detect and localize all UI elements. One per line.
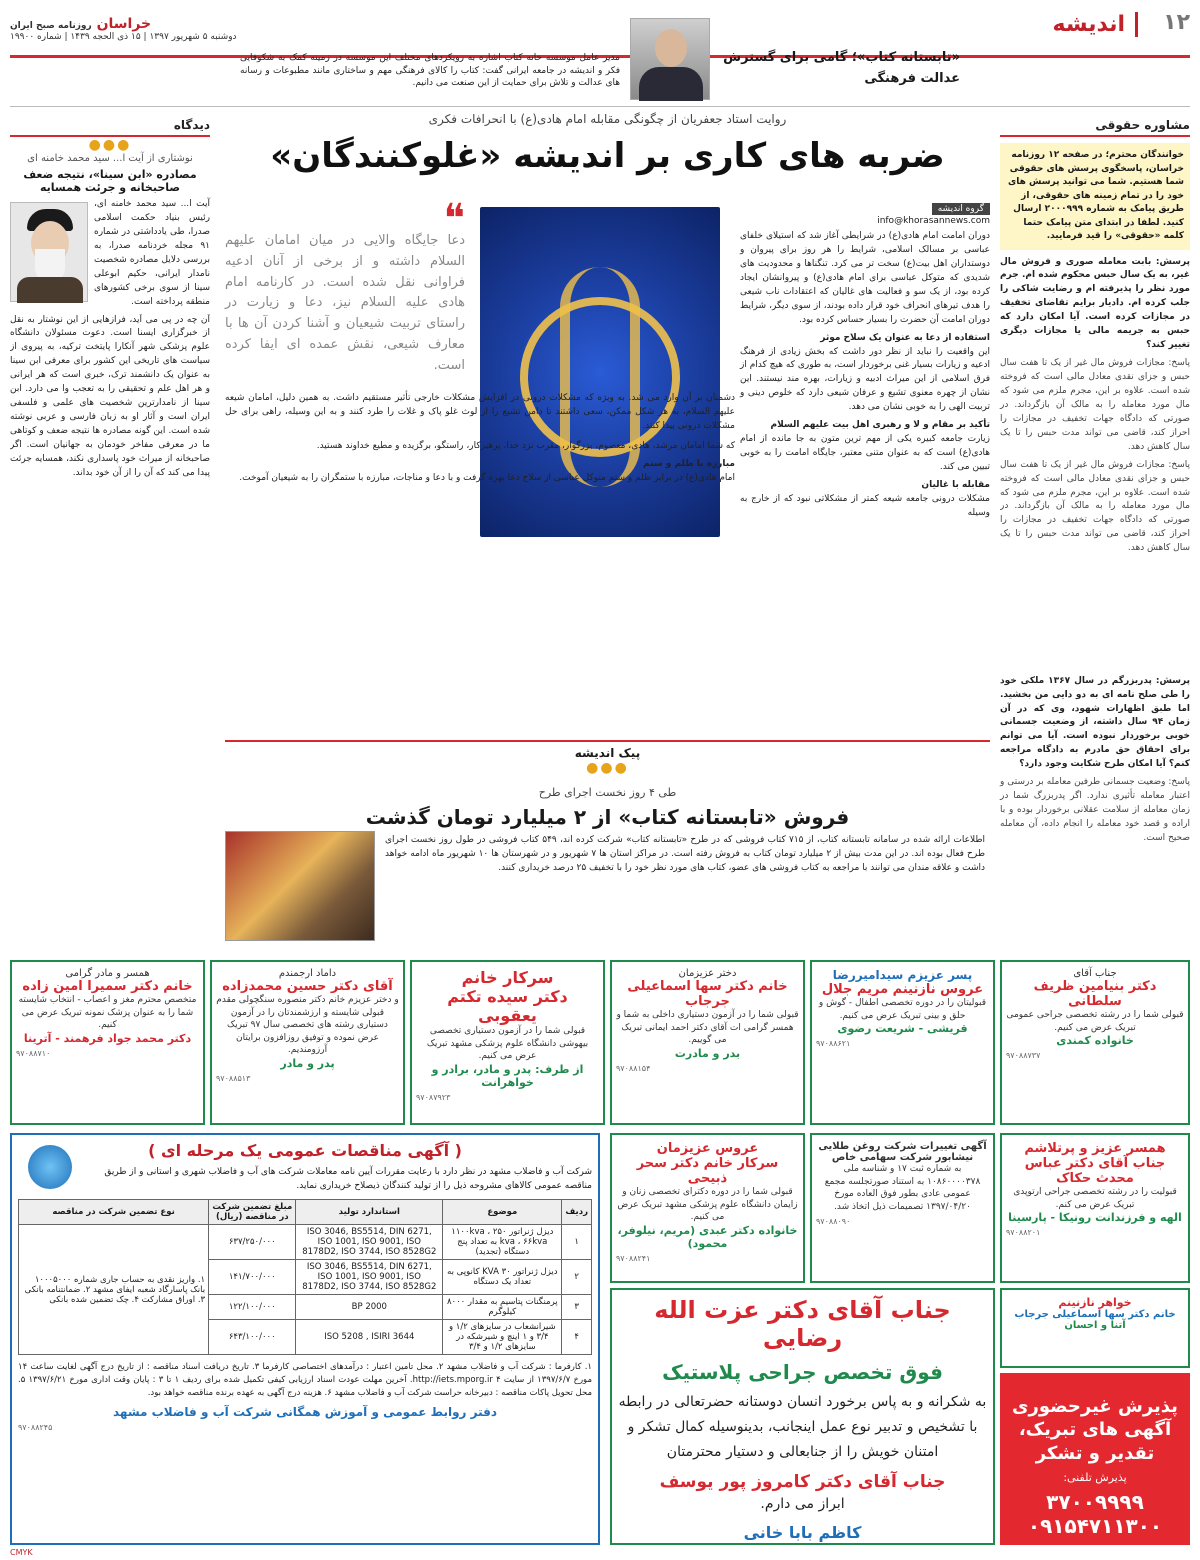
page-header (10, 8, 1190, 58)
tender-intro: شرکت آب و فاضلاب مشهد در نظر دارد با رعایت مقررات آیین نامه معاملات شرکت های آب و فاضلاب شهری و استانی و از طریق مناقصه عمومی کالاهای مشروحه ذیل را از تولید کنندگان ذیصلاح خریداری نماید. (104, 1167, 592, 1191)
column-header: استاندارد تولید (296, 1200, 443, 1225)
opinion-caption: آیت ا... سید محمد خامنه ای، رئیس بنیاد حکمت اسلامی صدرا، طی یادداشتی در شماره ۹۱ مجله خردنامه صدرا، به بررسی دلایل مصادره شخصیت نامدار ایرانی، حکیم ابوعلی سینا از سوی برخی کشورهای منطقه پرداخته است. (94, 199, 210, 307)
table-cell: دیزل ژنراتور KVA ۳۰ کانوپی به تعداد یک دستگاه (443, 1260, 562, 1295)
table-cell: پرمنگنات پتاسیم به مقدار ۸۰۰۰ کیلوگرم (443, 1295, 562, 1320)
ad-body: و دختر عزیزم خانم دکتر منصوره سنگچولی مقدم قبولی شایسته و ارزشمندتان را در آزمون دستیاری رشته های تخصصی سال ۹۷ تبریک عرض نموده و توفیق روزافزون برایتان آرزومندیم. (216, 995, 399, 1056)
legal-intro-box: خوانندگان محترم؛ در صفحه ۱۲ روزنامه خراسان، پاسخگوی پرسش های حقوقی شما هستیم. شما می توانید پرسش های خود را در تمام زمینه های حقوقی، از طریق پیامک به شماره ۲۰۰۰۹۹۹ ارسال کنید. لطفا در ابتدای متن پیامک حتما کلمه «حقوقی» را قید فرمایید. (1000, 143, 1190, 250)
article-body-7: امام هادی(ع) در برابر ظلم و ستم متوکل عباسی از سلاح دعا بهره گرفت و با دعا و مناجات، مبارزه با ستمگران را به شیعیان آموخت. (239, 472, 735, 483)
ad-kicker: جناب آقای (1073, 968, 1117, 979)
ad-signature: دکتر محمد جواد فرهمند - آترینا (23, 1031, 192, 1045)
print-marker: CMYK (10, 1548, 33, 1557)
notice-ad (810, 1133, 995, 1283)
ad-body: قبولیتان را در دوره تخصصی اطفال - گوش و حلق و بینی تبریک عرض می کنیم. (818, 998, 987, 1021)
ad-signature: آتنا و احسان (1064, 1320, 1126, 1331)
table-cell: ۳ (562, 1295, 592, 1320)
ad-name: خانم دکتر سها اسماعیلی جرجاب (627, 979, 788, 1009)
subhead-4: مبارزه با ظلم و ستم (643, 458, 735, 469)
banner-label: پذیرش تلفنی: (1063, 1471, 1127, 1485)
pull-quote (225, 196, 465, 377)
congrats-ad (410, 960, 605, 1125)
ad-name: خانم دکتر سها اسماعیلی جرجاب (1014, 1309, 1176, 1320)
ad-code: ۹۷۰۸۸۵۱۳ (216, 1073, 251, 1083)
ad-body: قبولی شما را در آزمون دستیاری تخصصی بیهوشی دانشگاه علوم پزشکی مشهد تبریک عرض می کنیم. (426, 1026, 589, 1062)
congrats-ad (1000, 960, 1190, 1125)
column-header: ردیف (562, 1200, 592, 1225)
date-line: دوشنبه ۵ شهریور ۱۳۹۷ | ۱۵ ذی الحجه ۱۴۳۹ | شماره ۱۹۹۰۰ (10, 32, 237, 42)
ad-kicker: پسر عزیزم سیدامیررضا (832, 968, 973, 982)
ad-kicker: همسر عزیز و پرتلاشم (1024, 1141, 1166, 1156)
ad-code: ۹۷۰۸۸۲۰۱ (1006, 1228, 1041, 1238)
thanks-ad (610, 1288, 995, 1545)
dots-ornament: ●●● (586, 760, 629, 776)
table-cell: ۴ (562, 1320, 592, 1355)
ad-body: به شکرانه و به پاس برخورد انسان دوستانه حضرتعالی در رابطه با تشخیص و تدبیر نوع عمل اینجانب، بدینوسیله کمال تشکر و امتنان خویش را از جنابعالی و دستیار محترمتان (618, 1394, 987, 1461)
ad-signature: از طرف: پدر و مادر، برادر و خواهرانت (431, 1062, 584, 1089)
answer-1-cont: پاسخ: مجازات فروش مال غیر از یک تا هفت سال حبس و جزای نقدی معادل مالی است که فروخته شده است. علاوه بر این، مجرم ملزم می شود که مال مورد معامله را به مالک آن بازگرداند. در صورتی که دادگاه جهات تخفیف در مجازات را احراز کند، قاضی می تواند مدت حبس را تا یک سال کاهش دهد. (1000, 459, 1190, 554)
news-brief (225, 746, 990, 946)
ad-signature: کاظم بابا خانی (743, 1522, 862, 1542)
congrats-ad (10, 960, 205, 1125)
bookstore-photo (225, 831, 375, 941)
table-row (19, 1225, 592, 1260)
question-1: پرسش: بابت معامله صوری و فروش مال غیر، به یک سال حبس محکوم شده ام. جرم مورد نظر را پذیرفته ام و رضایت شاکی را جلب کرده ام. دادیار برایم تقاضای تخفیف در مجازات کرده است. آیا امکان دارد که حبس به جریمه مالی یا مجازات دیگری تغییر کند؟ (1000, 256, 1190, 351)
congrats-ad (1000, 1133, 1190, 1283)
ad-specialty: فوق تخصص جراحی پلاستیک (662, 1360, 943, 1384)
article-body-6: که شما امامان مرشد، هادی، معصوم، بزرگوار، مقرب نزد خدا، پرهیزکار، راستگو، برگزیده و مطیع خداوند هستید. (316, 440, 735, 451)
brief-body: اطلاعات ارائه شده در سامانه تابستانه کتاب، از ۷۱۵ کتاب فروشی که در طرح «تابستانه کتاب» شرکت کرده اند، ۵۴۹ کتاب فروشی در طول روز نخست اجرای طرح فعال بوده اند. در این مدت بیش از ۲ میلیارد تومان کتاب به فروش رفته است. در مراکز استان ها ۷ شهریور و در شهرستان ها ۱۰ شهریور ماه ادامه خواهد داشت و علاقه مندان می توانند با مراجعه به کتاب فروشی های عضو، کتاب های مورد نظر خود را با تخفیف ۲۵ درصد خریداری کنند. (385, 835, 986, 873)
opinion-intro: نوشتاری از آیت ا... سید محمد خامنه ای (27, 153, 193, 164)
ad-name: جناب آقای دکتر عباس محدث حکاک (1024, 1156, 1166, 1186)
column-header: مبلغ تضمین شرکت در مناقصه (ریال) (209, 1200, 296, 1225)
ad-name: سرکار خانم دکتر سحر ذبیحی (636, 1156, 779, 1186)
ad-signature: قریشی - شریعت رضوی (837, 1022, 968, 1036)
brief-section-title: پیک اندیشه (574, 746, 641, 760)
congrats-ad (610, 960, 805, 1125)
ad-name: دکتر بنیامین ظریف سلطانی (1033, 979, 1157, 1009)
ad-code: ۹۷۰۸۸۲۴۱ (616, 1253, 651, 1263)
quote-mark-icon: ❝ (443, 196, 465, 242)
ad-code: ۹۷۰۸۸۷۱۰ (16, 1048, 51, 1058)
banner-phone-2: ۰۹۱۵۴۷۱۱۳۰۰ (1027, 1514, 1163, 1539)
ad-name: عروس نازنینم مریم جلال (821, 982, 984, 997)
table-cell: ۱. واریز نقدی به حساب جاری شماره ۱۰۰۰۵۰۰۰ بانک پاسارگاد شعبه ایفای مشهد ۲. ضمانتنامه بانکی ۳. اوراق مشارکت ۴. چک تضمین شده بانکی (19, 1225, 209, 1355)
article-lower-columns (225, 392, 735, 486)
table-cell: دیزل ژنراتور ۱۱۰۰kva ، ۲۵۰ kva ، ۶۶kva به تعداد پنج دستگاه (تجدید) (443, 1225, 562, 1260)
ad-code: ۹۷۰۸۸۰۹۰ (816, 1217, 851, 1227)
column-header: موضوع (443, 1200, 562, 1225)
congrats-ad (1000, 1288, 1190, 1368)
article-body-2: این واقعیت را نباید از نظر دور داشت که بخش زیادی از فرهنگ ادعیه و زیارات بسیار غنی برخوردار است، به طوری که هیچ کدام از فرق اسلامی از این میراث ادبیه و زیارات، بهره مند نیستند. این نشان از چهره معنوی تشیع و عرفان شیعی دارد که خلوص دینی و تربیت الهی را به خوبی نشان می دهد. (740, 346, 990, 413)
main-article (225, 112, 990, 732)
table-cell: ۱۲۲/۱۰۰/۰۰۰ (209, 1295, 296, 1320)
table-cell: ISO 5208 , ISIRI 3644 (296, 1320, 443, 1355)
table-cell: شیرانشعاب در سایزهای ۱/۲ و ۳/۴ و ۱ اینچ و شیرشکه در سایزهای ۱/۲ و ۳/۴ (443, 1320, 562, 1355)
ad-body: قبولیت را در رشته تخصصی جراحی ارتوپدی تبریک عرض می کنم. (1013, 1187, 1177, 1210)
question-2: پرسش: پدربزرگم در سال ۱۳۶۷ ملکی خود را طی صلح نامه ای به دو دایی من بخشید. اما طبق اظهارات شهود، وی که در آن زمان ۹۴ سال داشته، از وضعیت جسمانی خوبی برخوردار نبوده است. آیا می توانم برای احقاق حق مادرم به دادگاه مراجعه کنم؟ آیا امکان طرح شکایت وجود دارد؟ (1000, 675, 1191, 770)
column-header: نوع تضمین شرکت در مناقصه (19, 1200, 209, 1225)
dots-ornament: ●●● (88, 137, 132, 153)
ad-body-end: ابراز می دارم. (760, 1495, 845, 1512)
byline (740, 204, 990, 521)
tender-footer: دفتر روابط عمومی و آموزش همگانی شرکت آب و فاضلاب مشهد (112, 1405, 498, 1420)
subhead-3: مقابله با غالیان (921, 479, 990, 490)
ad-kicker: سرکار خانم (461, 968, 554, 987)
ad-assistant-name: جناب آقای دکتر کامروز پور یوسف (659, 1471, 946, 1492)
banner-title: پذیرش غیرحضوری آگهی های تبریک، تقدیر و تشکر (1012, 1396, 1178, 1464)
brief-headline: فروش «تابستانه کتاب» از ۲ میلیارد تومان گذشت (365, 805, 850, 829)
article-body-5: دشمنان بر آن وارد می شد. به ویژه که مشکلات درونی در افزایش مشکلات خارجی تأثیر مستقیم داشت. به همین دلیل، امامان شیعه علیهم السلام، به هر شکل ممکن، سعی داشتند تا دامن تشیع را از لوث غلو پاک و غلات را طرد کنند و به این وسیله، راهی برای حل مشکلات درونی پیدا کنند. (225, 393, 735, 431)
water-company-logo-icon (28, 1145, 72, 1189)
ad-signature: الهه و فرزندانت رونیکا - پارسینا (1008, 1211, 1182, 1225)
ad-name: خانم دکتر سمیرا امین زاده (22, 979, 193, 994)
opinion-body: آن چه در پی می آید، فرازهایی از این نوشتار به نقل از خبرگزاری ایسنا است. دعوت مسئولان دانشگاه علوم پزشکی شهر آنکارا پایتخت ترکیه، به پیروی از سیاست های تاریخی این کشور برای معرفی ابن سینا به عنوان یک دانشمند ترک، خبری است که هر ایرانی و هر اهل علم و تحقیقی را به تعجب وا می دارد. ابن سینا از نامدارترین شخصیت های علمی و فلسفی ایران است و آثار او به زبان فارسی و عربی نوشته شده است. این گونه مصادره ها نتیجه ضعف و کوتاهی ما در معرفی مفاخر خودمان به جهانیان است. اگر صاحبخانه از میراث خود پاسداری نکند، همسایه جرئت پیدا می کند که آن را از آن خود بداند. (10, 314, 210, 478)
ad-name: دکتر سیده تکتم یعقوبی (447, 987, 568, 1025)
table-cell: ۶۴۳/۱۰۰/۰۰۰ (209, 1320, 296, 1355)
subhead-2: تأکید بر مقام و لا و رهبری اهل بیت علیهم السلام (770, 420, 990, 431)
ad-body: قبولی شما را در دوره دکترای تخصصی زنان و زایمان دانشگاه علوم پزشکی مشهد تبریک عرض می کنیم. (617, 1187, 798, 1223)
ad-name: جناب آقای دکتر عزت الله رضایی (654, 1296, 951, 1352)
article-headline: ضربه های کاری بر اندیشه «غلوکنندگان» (270, 136, 945, 176)
article-kicker: روایت استاد جعفریان از چگونگی مقابله امام هادی(ع) با انحرافات فکری (428, 112, 787, 126)
tender-notes: ۱. کارفرما : شرکت آب و فاضلاب مشهد ۲. محل تامین اعتبار : درآمدهای اختصاصی کارفرما ۳. تاریخ دریافت اسناد مناقصه : از تاریخ درج آگهی لغایت ساعت ۱۴ مورخ ۱۳۹۷/۶/۷ از سایت http://iets.mporg.ir ۴. آخرین مهلت عودت اسناد ارزیابی کیفی تکمیل شده برای ردیف ۱ تا ۳ : پایان وقت اداری مورخ ۱۳۹۷/۶/۲۱ ۵. محل تحویل پاکات مناقصه : دبیرخانه حراست شرکت آب و فاضلاب مشهد ۶. هزینه درج آگهی به عهده برنده مناقصه خواهد بود. (18, 1362, 592, 1398)
congrats-ad (810, 960, 995, 1125)
promo-portrait (630, 18, 710, 100)
ad-code: ۹۷۰۸۸۶۲۱ (816, 1039, 851, 1049)
divider (10, 106, 1190, 107)
tender-notice (10, 1133, 600, 1545)
byline-email: info@khorasannews.com (877, 216, 990, 226)
legal-advice-column (1000, 118, 1190, 948)
column-heading: دیدگاه (10, 118, 210, 137)
ad-signature: پدر و مادر (280, 1056, 335, 1070)
ad-name: آقای دکتر حسین محمدزاده (222, 979, 393, 994)
congrats-ad (210, 960, 405, 1125)
ad-body: متخصص محترم مغز و اعصاب - انتخاب شایسته شما را به عنوان پزشک نمونه تبریک عرض می کنیم. (18, 995, 197, 1031)
ad-code: ۹۷۰۸۸۱۵۴ (616, 1063, 651, 1073)
ad-body: به شماره ثبت ۱۷ و شناسه ملی ۱۰۸۶۰۰۰۰۳۷۸ به استناد صورتجلسه مجمع عمومی عادی بطور فوق العاده مورخ ۱۳۹۷/۰۴/۲۰ تصمیمات ذیل اتخاذ شد. (824, 1164, 981, 1212)
promo-text: مدیر عامل موسسه خانه کتاب اشاره به رویکردهای مختلف این موسسه در زمینه کمک به شکوفایی فکر و اندیشه در جامعه ایرانی گفت: کتاب را کالای فرهنگی مهم و ساختاری مانند مطبوعات و رسانه های عدالت و تلاش برای حمایت از این صنعت می دانیم. (240, 53, 620, 89)
table-cell: ISO 3046, BS5514, DIN 6271, ISO 1001, ISO 9001, ISO 8178D2, ISO 3744, ISO 8528G2 (296, 1225, 443, 1260)
ad-body: قبولی شما را در رشته تخصصی جراحی عمومی تبریک عرض می کنیم. (1006, 1010, 1184, 1033)
answer-2: پاسخ: وضعیت جسمانی طرفین معامله بر درستی و اعتبار معامله تأثیری ندارد. اگر پدربزرگ شما در زمان معامله از سلامت عقلانی برخوردار بوده و با اراده و قصد خود معامله را انجام داده، آن معامله صحیح است. (1000, 777, 1190, 843)
table-cell: ۲ (562, 1260, 592, 1295)
brief-kicker: طی ۴ روز نخست اجرای طرح (538, 786, 677, 799)
ad-reception-banner (1000, 1373, 1190, 1545)
banner-phone-1: ۳۷۰۰۹۹۹۹ (1046, 1490, 1144, 1515)
article-body-3: زیارت جامعه کبیره یکی از مهم ترین متون به جا مانده از امام هادی(ع) است که به عنوان متنی معتبر، جایگاه امامت را به خوبی تبیین می کند. (740, 434, 990, 472)
table-cell: ISO 3046, BS5514, DIN 6271, ISO 1001, ISO 9001, ISO 8178D2, ISO 3744, ISO 8528G2 (296, 1260, 443, 1295)
table-cell: ۱۴۱/۷۰۰/۰۰۰ (209, 1260, 296, 1295)
opinion-title: مصادره «ابن سینا»، نتیجه ضعف صاحبخانه و جرئت همسایه (23, 168, 197, 194)
ad-kicker: همسر و مادر گرامی (65, 968, 150, 979)
tender-title: ( آگهی مناقصات عمومی یک مرحله ای ) (148, 1141, 462, 1160)
byline-tag: گروه اندیشه (932, 203, 990, 215)
page-number: ۱۲ (1163, 10, 1190, 35)
column-heading: مشاوره حقوقی (1000, 118, 1190, 137)
opinion-column (10, 118, 210, 948)
answer-1: پاسخ: مجازات فروش مال غیر از یک تا هفت سال حبس و جزای نقدی معادل مالی است که فروخته شده است. علاوه بر این، مجرم ملزم می شود که مال مورد معامله را به مالک آن بازگرداند. در صورتی که دادگاه جهات تخفیف در مجازات را احراز کند، قاضی می تواند مدت حبس را تا یک سال کاهش دهد. (1000, 358, 1190, 452)
divider (225, 740, 990, 742)
article-body-4: مشکلات درونی جامعه شیعه کمتر از مشکلاتی نبود که از خارج به وسیله (740, 493, 990, 518)
ad-code: ۹۷۰۸۷۹۲۳ (416, 1092, 451, 1102)
table-cell: ۱ (562, 1225, 592, 1260)
paper-name: خراسان روزنامه صبح ایران (10, 16, 152, 32)
ad-signature: خانواده دکتر عبدی (مریم، نیلوفر، محمود) (617, 1223, 798, 1250)
section-title: اندیشه (1053, 12, 1139, 37)
author-photo (10, 202, 88, 302)
ad-kicker: داماد ارجمندم (278, 968, 337, 979)
pull-quote-text: دعا جایگاه والایی در میان امامان علیهم السلام داشته و از برخی از آنان ادعیه فراوانی نقل شده است. در کارنامه امام هادی علیه السلام نیز، دعا و زیارت در راستای تربیت شیعیان و آشنا کردن آن ها با معارف شیعی، نقش عمده ای ایفا کرده است. (225, 233, 465, 373)
ad-kicker: خواهر نازنینم (1058, 1296, 1132, 1309)
congrats-ad (610, 1133, 805, 1283)
ad-signature: خانواده کمندی (1056, 1034, 1134, 1048)
table-header-row (19, 1200, 592, 1225)
article-body-1: دوران امامت امام هادی(ع) در شرایطی آغاز شد که استیلای خلفای عباسی بر مسالک اسلامی، شرایط را هر روز برای پیروان و دوستداران اهل بیت(ع) سخت تر می کرد. تنگناها و محدودیت های شدیدی که متوکل عباسی برای امام هادی(ع) و پیروانشان ایجاد کرده بود، از یک سو و فعالیت های غالیان که اعتقادات ناب شیعی را هدف تیرهای انحراف خود قرار داده بودند، از سوی دیگر، شرایط دوران امامت آن حضرت را بسیار حساس کرده بود. (740, 231, 990, 325)
table-cell: ۶۳۷/۲۵۰/۰۰۰ (209, 1225, 296, 1260)
ad-code: ۹۷۰۸۸۲۴۵ (18, 1423, 53, 1433)
ad-kicker: عروس عزیزمان (656, 1141, 759, 1156)
ad-signature: بدر و مادرت (674, 1046, 741, 1060)
masthead (10, 16, 240, 42)
subhead-1: استفاده از دعا به عنوان یک سلاح موثر (820, 332, 990, 343)
ad-kicker: دختر عزیزمان (678, 968, 737, 979)
promo-title: «تابستانه کتاب»؛ گامی برای گسترش عدالت فرهنگی (723, 50, 960, 86)
imam-hadi-poster-image (480, 207, 720, 537)
ad-body: قبولی شما را در آزمون دستیاری داخلی به شما و همسر گرامی ات آقای دکتر احمد ایمانی تبریک می گوییم. (616, 1010, 799, 1046)
tender-table (18, 1199, 592, 1355)
ad-code: ۹۷۰۸۸۷۳۷ (1006, 1051, 1041, 1061)
ad-kicker: آگهی تغییرات شرکت روغن طلایی نیشابور شرکت سهامی خاص (818, 1141, 987, 1163)
table-cell: BP 2000 (296, 1295, 443, 1320)
